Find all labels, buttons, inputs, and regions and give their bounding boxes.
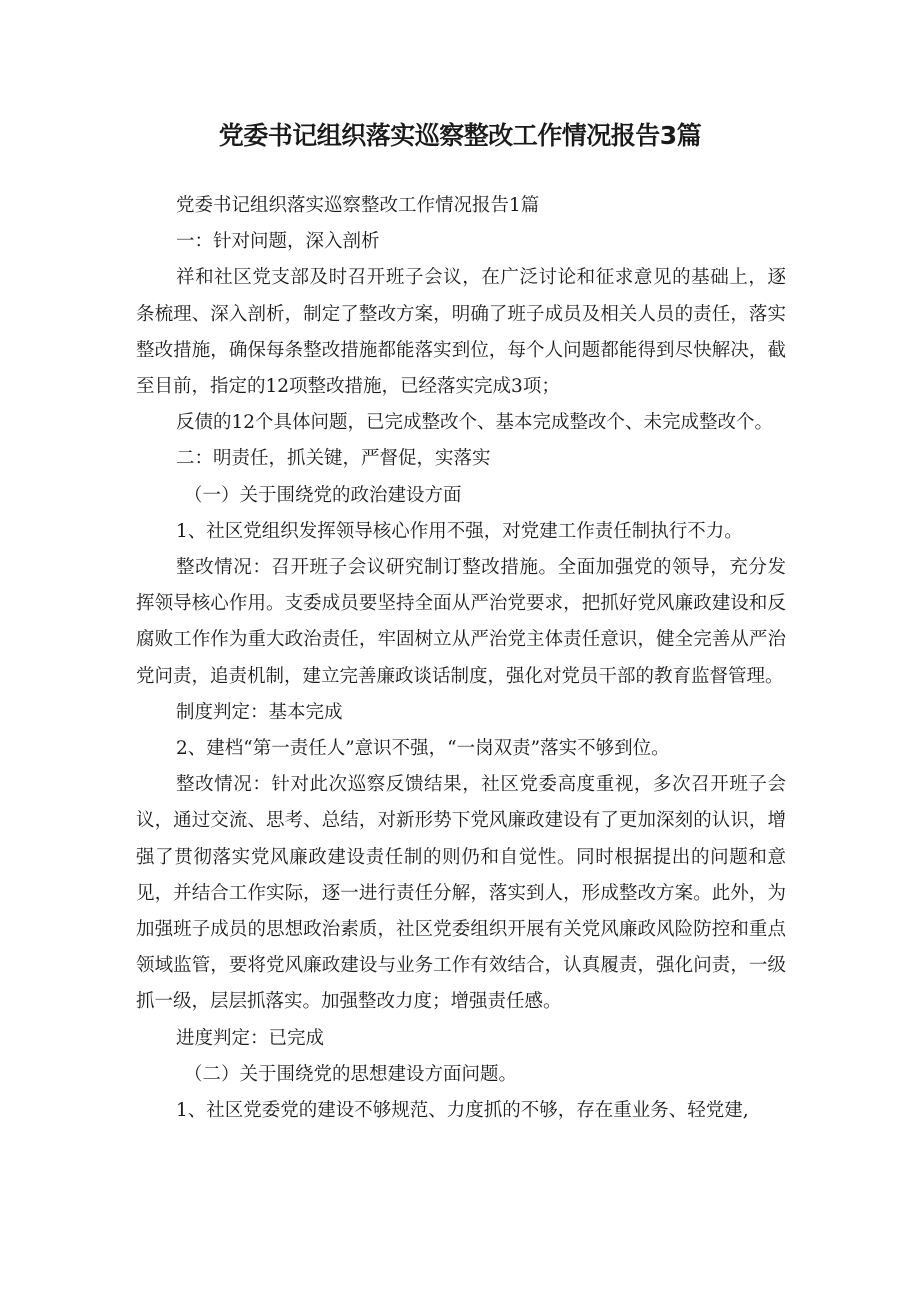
judgement-line: 进度判定：已完成 bbox=[176, 1027, 325, 1049]
issue-item: 2、建档“第一责任人”意识不强，“一岗双责”落实不够到位。 bbox=[176, 738, 670, 760]
paragraph: 反债的12个具体问题，已完成整改个、基本完成整改个、未完成整改个。 bbox=[176, 412, 774, 434]
subsection-heading-2: （二）关于围绕党的思想建设方面问题。 bbox=[184, 1063, 518, 1085]
issue-item: 1、社区党组织发挥领导核心作用不强，对党建工作责任制执行不力。 bbox=[176, 520, 743, 542]
subsection-heading-1: （一）关于围绕党的政治建设方面 bbox=[184, 484, 462, 506]
document-body bbox=[136, 188, 786, 1129]
paragraph: 祥和社区党支部及时召开班子会议，在广泛讨论和征求意见的基础上，逐条梳理、深入剖析，制定了整改方案，明确了班子成员及相关人员的责任，落实整改措施，确保每条整改措施都能落实到位，每个人问题都能得到尽快解决，截至目前，指定的12项整改措施，已经落实完成3项； bbox=[136, 267, 786, 398]
issue-item: 1、社区党委党的建设不够规范、力度抓的不够，存在重业务、轻党建, bbox=[176, 1100, 749, 1122]
subtitle-paragraph: 党委书记组织落实巡察整改工作情况报告1篇 bbox=[176, 195, 540, 216]
document-title: 党委书记组织落实巡察整改工作情况报告3篇 bbox=[218, 121, 702, 150]
judgement-line: 制度判定：基本完成 bbox=[176, 701, 343, 723]
section-heading-1: 一：针对问题，深入剖析 bbox=[176, 231, 380, 253]
paragraph: 整改情况：针对此次巡察反馈结果，社区党委高度重视，多次召开班子会议，通过交流、思考、总结，对新形势下党风廉政建设有了更加深刻的认识，增强了贯彻落实党风廉政建设责任制的则仍和自觉性。同时根据提出的问题和意见，并结合工作实际，逐一进行责任分解，落实到人，形成整改方案。此外，为加强班子成员的思想政治素质，社区党委组织开展有关党风廉政风险防控和重点领域监管，要将党风廉政建设与业务工作有效结合，认真履责，强化问责，一级抓一级，层层抓落实。加强整改力度；增强责任感。 bbox=[136, 774, 786, 1013]
section-heading-2: 二：明责任，抓关键，严督促，实落实 bbox=[176, 448, 491, 470]
paragraph: 整改情况：召开班子会议研究制订整改措施。全面加强党的领导，充分发挥领导核心作用。支委成员要坚持全面从严治党要求，把抓好党风廉政建设和反腐败工作作为重大政治责任，牢固树立从严治党主体责任意识，健全完善从严治党问责，追责机制，建立完善廉政谈话制度，强化对党员干部的教育监督管理。 bbox=[136, 557, 786, 687]
